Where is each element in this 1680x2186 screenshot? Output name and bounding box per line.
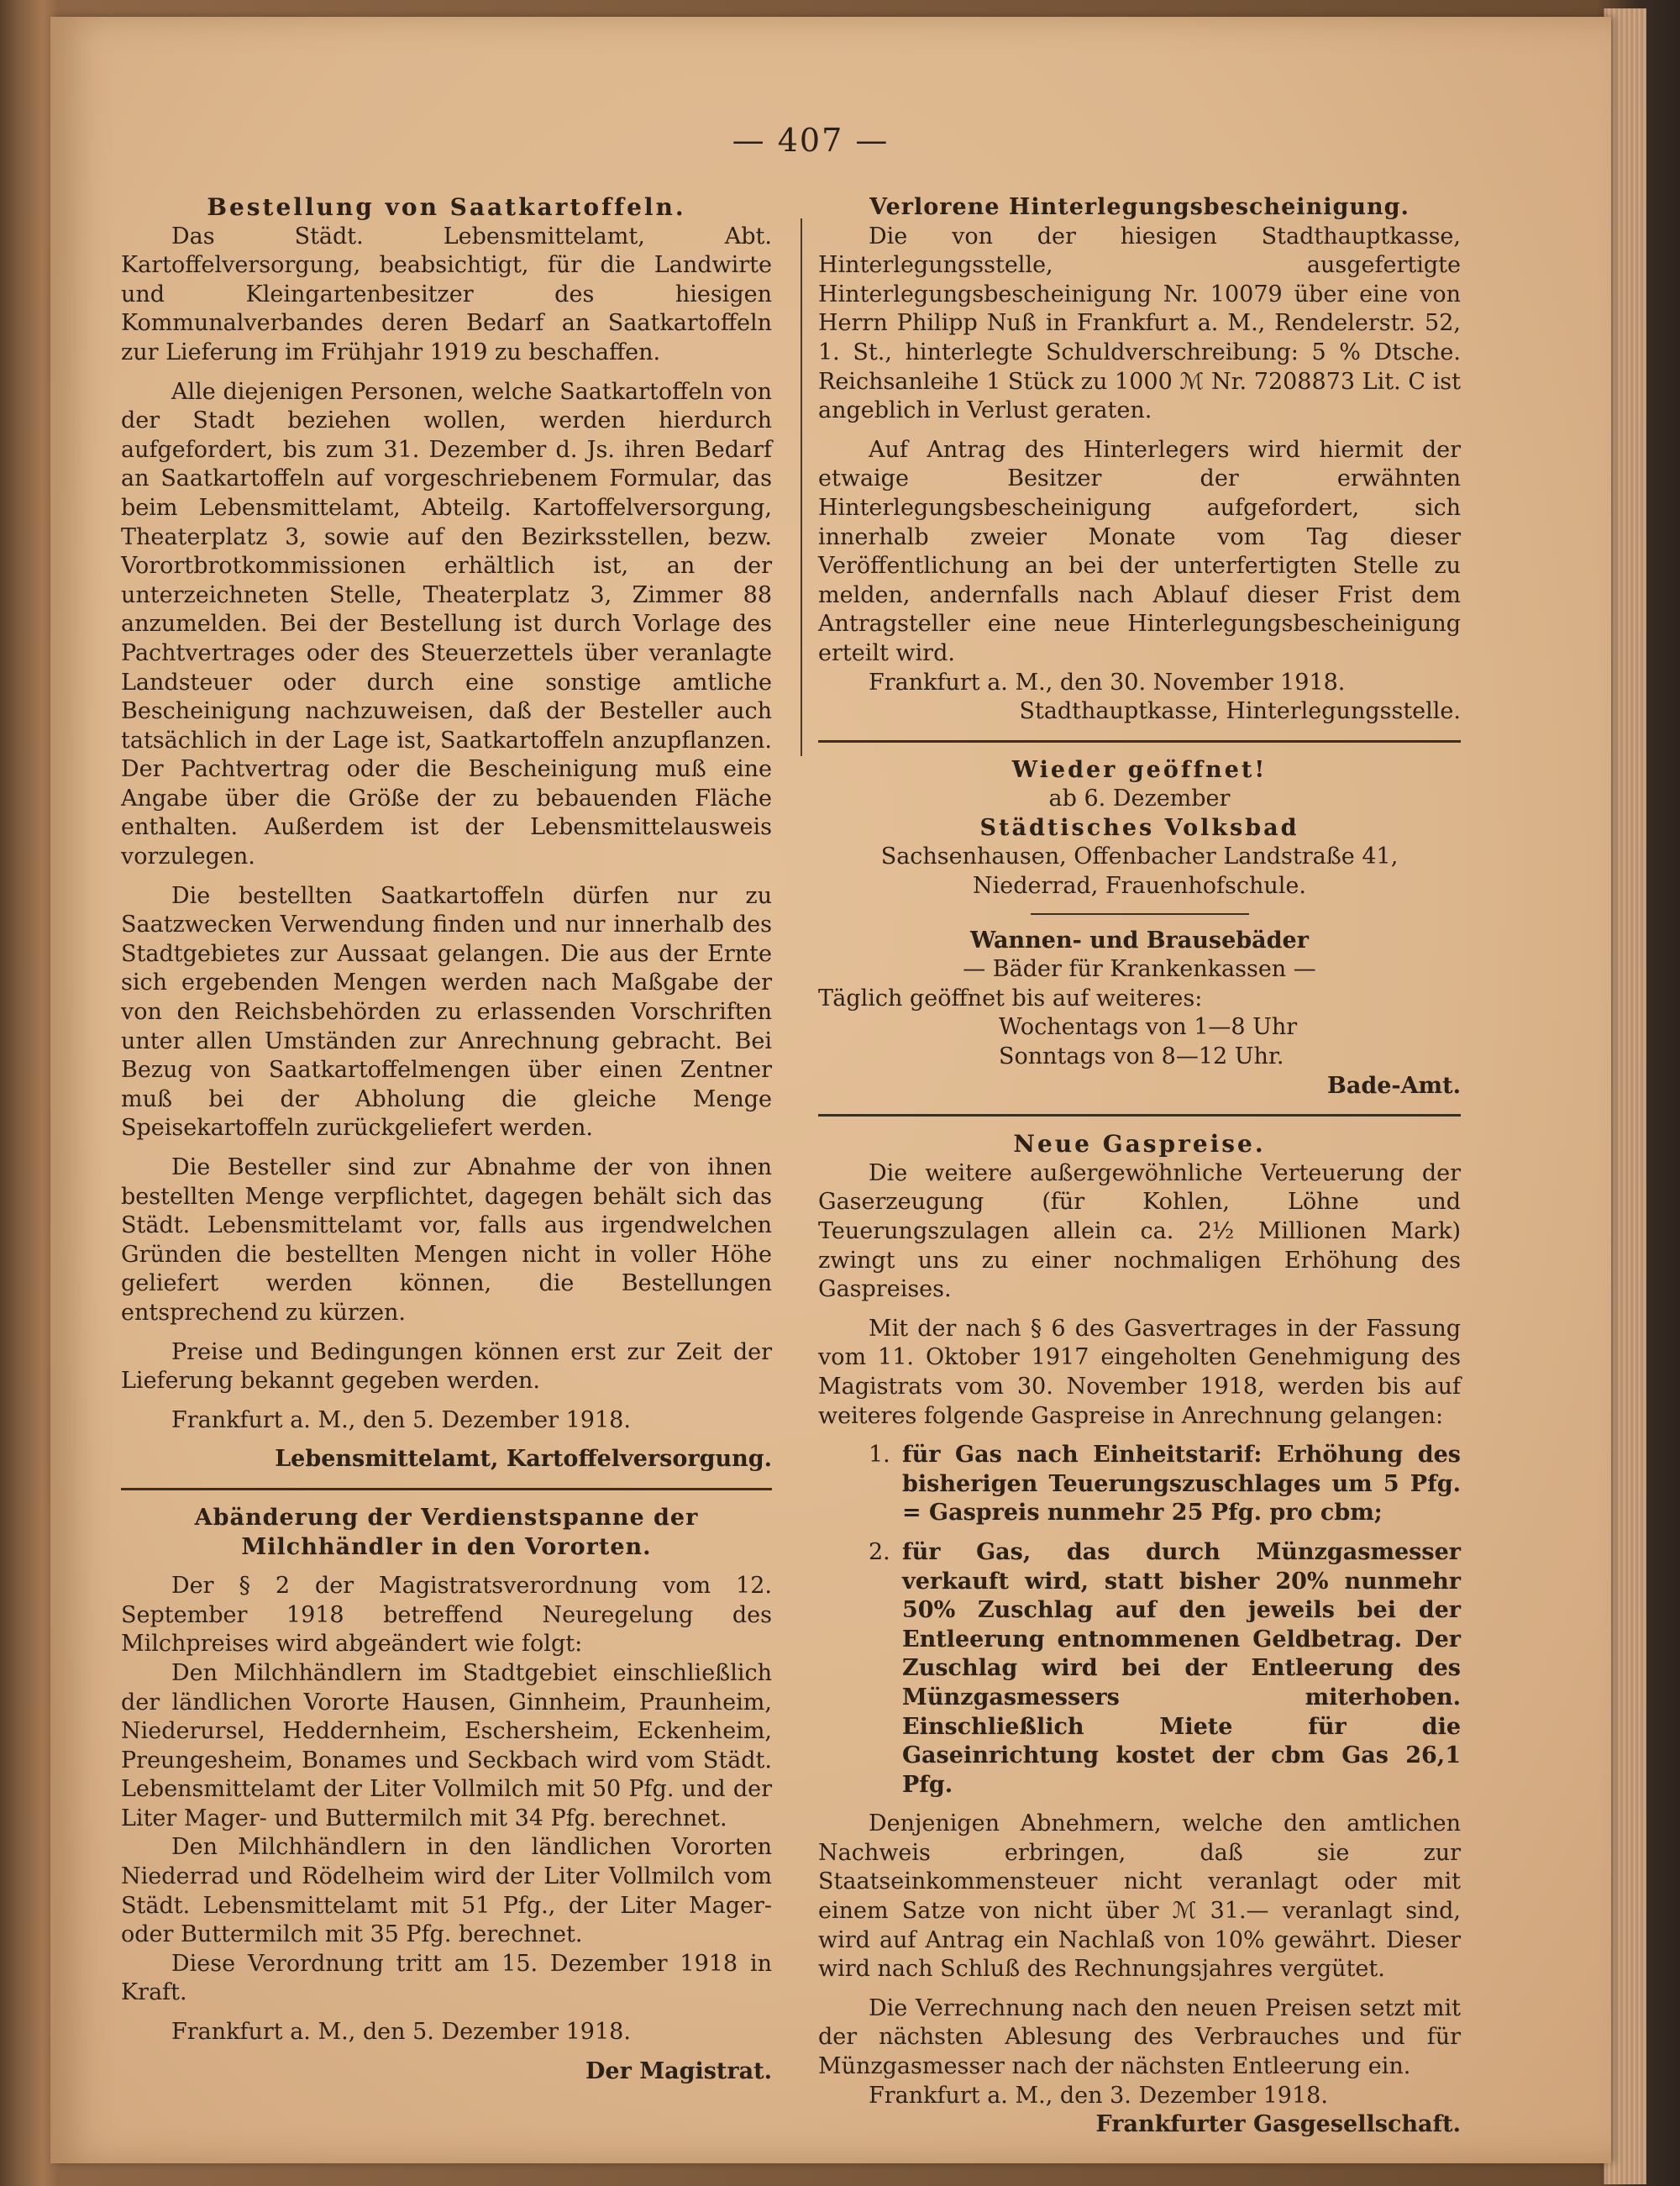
article-separator	[818, 1114, 1461, 1117]
article-signature: Lebensmittelamt, Kartoffelversorgung.	[275, 1446, 772, 1473]
paragraph: Die bestellten Saatkartoffeln dürfen nur zu Saatzwecken Verwendung finden und nur innerhalb des Stadtgebietes zur Aussaat gelangen. Die aus der Ernte sich ergebenden Mengen werden nach Maßgabe der von den Reichsbehörden zu erlassenden Vorschriften unter allen Umständen zur Anrechnung gebracht. Bei Bezug von Saatkartoffelmengen über einen Zentner muß bei der Abholung die gleiche Menge Speisekartoffeln zurückgeliefert werden.	[121, 882, 772, 1142]
article-signature: Frankfurter Gasgesellschaft.	[1095, 2111, 1461, 2138]
page-number: — 407 —	[732, 122, 890, 159]
right-column	[818, 193, 1461, 2140]
paragraph: Denjenigen Abnehmern, welche den amtlichen Nachweis erbringen, daß sie zur Staatseinkommensteuer nicht veranlagt oder mit einem Satze von nicht über ℳ 31.— veranlagt sind, wird auf Antrag ein Nachlaß von 10% gewährt. Dieser wird nach Schluß des Rechnungsjahres vergütet.	[818, 1810, 1461, 1983]
paragraph: Die weitere außergewöhnliche Verteuerung der Gaserzeugung (für Kohlen, Löhne und Teuerungszulagen allein ca. 2½ Millionen Mark) zwingt uns zu einer nochmaligen Erhöhung des Gaspreises.	[818, 1159, 1461, 1303]
article-gaspreise	[818, 1130, 1461, 2140]
announcement-line: Niederrad, Frauenhofschule.	[973, 873, 1306, 900]
paragraph: Den Milchhändlern in den ländlichen Vororten Niederrad und Rödelheim wird der Liter Vollmilch vom Städt. Lebensmittelamt mit 51 Pfg., der Liter Mager- oder Buttermilch mit 35 Pfg. berechnet.	[121, 1834, 772, 1948]
list-text: für Gas, das durch Münzgasmesser verkauft wird, statt bisher 20% nunmehr 50% Zuschlag auf den jeweils bei der Entleerung entnommenen Geldbetrag. Der Zuschlag wird bei der Entleerung des Münzgasmessers miterhoben. Einschließlich Miete für die Gaseinrichtung kostet der cbm Gas 26,1 Pfg.	[902, 1538, 1461, 1798]
announcement-line: Täglich geöffnet bis auf weiteres:	[818, 985, 1203, 1012]
article-title: Bestellung von Saatkartoffeln.	[207, 193, 686, 221]
announcement-line: Wieder geöffnet!	[1011, 756, 1268, 783]
article-date: Frankfurt a. M., den 30. November 1918.	[869, 669, 1346, 696]
paragraph: Alle diejenigen Personen, welche Saatkartoffeln von der Stadt beziehen wollen, werden hierdurch aufgefordert, bis zum 31. Dezember d. Js. ihren Bedarf an Saatkartoffeln auf vorgeschriebenem Formular, das beim Lebensmittelamt, Abteilg. Kartoffelversorgung, Theaterplatz 3, sowie auf den Bezirksstellen, bezw. Vorortbrotkommissionen erhältlich ist, an der unterzeichneten Stelle, Theaterplatz 3, Zimmer 88 anzumelden. Bei der Bestellung ist durch Vorlage des Pachtvertrages oder des Steuerzettels über veranlagte Landsteuer oder durch eine sonstige amtliche Bescheinigung nachzuweisen, daß der Besteller auch tatsächlich in der Lage ist, Saatkartoffeln anzupflanzen. Der Pachtvertrag oder die Bescheinigung muß eine Angabe über die Größe der zu bebauenden Fläche enthalten. Außerdem ist der Lebensmittelausweis vorzulegen.	[121, 378, 772, 870]
list-item	[818, 1538, 1461, 1800]
column-divider	[801, 218, 802, 756]
announcement-line: Wochentags von 1—8 Uhr	[999, 1014, 1298, 1041]
article-title: Neue Gaspreise.	[1013, 1130, 1266, 1159]
paragraph: Auf Antrag des Hinterlegers wird hiermit der etwaige Besitzer der erwähnten Hinterlegungsbescheinigung aufgefordert, sich innerhalb zweier Monate vom Tag dieser Veröffentlichung an bei der unterfertigten Stelle zu melden, andernfalls nach Ablauf dieser Frist dem Antragsteller eine neue Hinterlegungsbescheinigung erteilt wird.	[818, 436, 1461, 666]
paragraph: Die Besteller sind zur Abnahme der von ihnen bestellten Menge verpflichtet, dagegen behält sich das Städt. Lebensmittelamt vor, falls aus irgendwelchen Gründen die bestellten Mengen nicht in voller Höhe geliefert werden können, die Bestellungen entsprechend zu kürzen.	[121, 1154, 772, 1326]
article-signature: Stadthauptkasse, Hinterlegungsstelle.	[1019, 698, 1461, 725]
article-date: Frankfurt a. M., den 5. Dezember 1918.	[171, 2019, 631, 2046]
article-hinterlegung	[818, 193, 1461, 727]
paragraph: Die Verrechnung nach den neuen Preisen setzt mit der nächsten Ablesung des Verbrauches und für Münzgasmesser nach der nächsten Entleerung ein.	[818, 1994, 1461, 2080]
list-number: 2.	[869, 1538, 890, 1565]
list-number: 1.	[869, 1442, 890, 1469]
article-title: Verlorene Hinterlegungsbescheinigung.	[869, 194, 1410, 220]
paragraph: Den Milchhändlern im Stadtgebiet einschließlich der ländlichen Vororte Hausen, Ginnheim, Praunheim, Niederursel, Heddernheim, Eschersheim, Eckenheim, Preungesheim, Bonames und Seckbach wird vom Städt. Lebensmittelamt der Liter Vollmilch mit 50 Pfg. und der Liter Mager- und Buttermilch mit 34 Pfg. berechnet.	[121, 1659, 772, 1831]
announcement-line: ab 6. Dezember	[1048, 786, 1231, 812]
list-item	[818, 1441, 1461, 1528]
article-saatkartoffeln	[121, 193, 772, 1474]
announcement-line: Sachsenhausen, Offenbacher Landstraße 41,	[880, 843, 1399, 870]
newspaper-page	[50, 17, 1611, 2163]
paragraph: Die von der hiesigen Stadthauptkasse, Hinterlegungsstelle, ausgefertigte Hinterlegungsbescheinigung Nr. 10079 über eine von Herrn Philipp Nuß in Frankfurt a. M., Rendelerstr. 52, 1. St., hinterlegte Schuldverschreibung: 5 % Dtsche. Reichsanleihe 1 Stück zu 1000 ℳ Nr. 7208873 Lit. C ist angeblich in Verlust geraten.	[818, 223, 1461, 424]
article-separator	[818, 740, 1461, 743]
announcement-signature: Bade-Amt.	[1327, 1072, 1461, 1099]
left-column	[121, 193, 772, 2086]
paragraph: Diese Verordnung tritt am 15. Dezember 1918 in Kraft.	[121, 1950, 772, 2006]
article-separator	[121, 1488, 772, 1490]
list-text: für Gas nach Einheitstarif: Erhöhung des bisherigen Teuerungszuschlages um 5 Pfg. = Gaspreis nunmehr 25 Pfg. pro cbm;	[902, 1442, 1461, 1527]
announcement-line: Städtisches Volksbad	[979, 814, 1299, 841]
paragraph: Mit der nach § 6 des Gasvertrages in der Fassung vom 11. Oktober 1917 eingeholten Genehmigung des Magistrats vom 30. November 1918, werden bis auf weiteres folgende Gaspreise in Anrechnung gelangen:	[818, 1315, 1461, 1429]
paragraph: Das Städt. Lebensmittelamt, Abt. Kartoffelversorgung, beabsichtigt, für die Landwirte und Kleingartenbesitzer des hiesigen Kommunalverbandes deren Bedarf an Saatkartoffeln zur Lieferung im Frühjahr 1919 zu beschaffen.	[121, 223, 772, 365]
paragraph: Preise und Bedingungen können erst zur Zeit der Lieferung bekannt gegeben werden.	[121, 1338, 772, 1395]
article-date: Frankfurt a. M., den 5. Dezember 1918.	[171, 1406, 631, 1433]
article-signature: Der Magistrat.	[585, 2057, 772, 2084]
article-title: Abänderung der Verdienstspanne der Milchhändler in den Vororten.	[194, 1504, 699, 1560]
article-date: Frankfurt a. M., den 3. Dezember 1918.	[869, 2082, 1328, 2109]
paragraph: Der § 2 der Magistratsverordnung vom 12. September 1918 betreffend Neuregelung des Milchpreises wird abgeändert wie folgt:	[121, 1573, 772, 1658]
announcement-line: Wannen- und Brausebäder	[970, 927, 1309, 954]
announcement-line: Sonntags von 8—12 Uhr.	[999, 1043, 1284, 1070]
announcement-volksbad	[818, 756, 1461, 1101]
short-divider	[1031, 913, 1249, 915]
announcement-line: — Bäder für Krankenkassen —	[963, 956, 1316, 983]
article-milchhaendler	[121, 1504, 772, 2086]
